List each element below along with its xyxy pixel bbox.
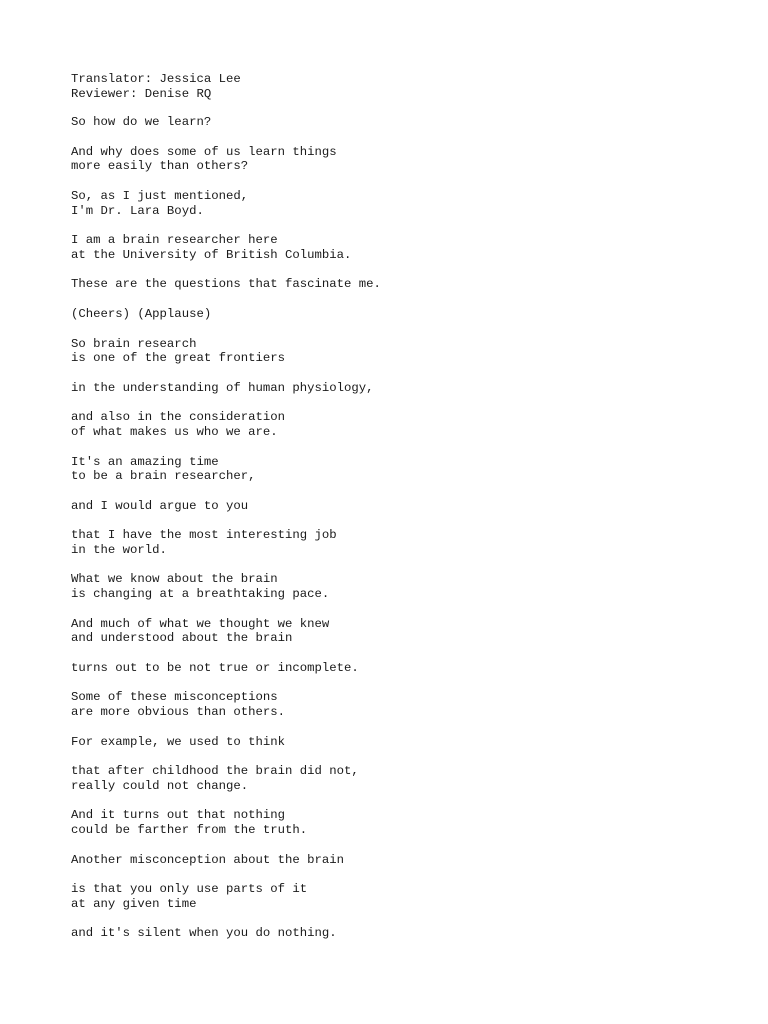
- transcript-line: And it turns out that nothing: [71, 808, 286, 823]
- transcript-paragraph: [71, 528, 731, 557]
- transcript-line: And why does some of us learn things: [71, 144, 337, 159]
- transcript-line: and it's silent when you do nothing.: [71, 926, 337, 941]
- transcript-line: in the world.: [71, 542, 167, 557]
- transcript-paragraph: [71, 661, 731, 676]
- transcript-line: of what makes us who we are.: [71, 424, 278, 439]
- transcript-line: really could not change.: [71, 778, 249, 793]
- transcript-line: that after childhood the brain did not,: [71, 764, 359, 779]
- transcript-paragraph: [71, 853, 731, 868]
- transcript-line: (Cheers) (Applause): [71, 306, 212, 321]
- transcript-paragraph: [71, 735, 731, 750]
- transcript-line: And much of what we thought we knew: [71, 616, 330, 631]
- transcript-line: What we know about the brain: [71, 572, 278, 587]
- transcript-line: are more obvious than others.: [71, 705, 286, 720]
- transcript-paragraph: [71, 145, 731, 174]
- transcript-line: and understood about the brain: [71, 631, 293, 646]
- reviewer-credit: Reviewer: Denise RQ: [71, 86, 212, 101]
- transcript-paragraph: [71, 233, 731, 262]
- transcript-paragraph: [71, 499, 731, 514]
- transcript-paragraph: [71, 307, 731, 322]
- transcript-paragraph: [71, 808, 731, 837]
- transcript-line: at the University of British Columbia.: [71, 247, 352, 262]
- transcript-line: These are the questions that fascinate me.: [71, 277, 381, 292]
- transcript-line: So, as I just mentioned,: [71, 188, 249, 203]
- transcript-paragraph: [71, 189, 731, 218]
- transcript-line: turns out to be not true or incomplete.: [71, 660, 359, 675]
- transcript-line: and I would argue to you: [71, 498, 249, 513]
- transcript-paragraph: [71, 277, 731, 292]
- transcript-line: at any given time: [71, 896, 197, 911]
- transcript-line: and also in the consideration: [71, 410, 286, 425]
- transcript-line: that I have the most interesting job: [71, 528, 337, 543]
- transcript-line: is that you only use parts of it: [71, 882, 308, 897]
- transcript-line: in the understanding of human physiology,: [71, 380, 374, 395]
- transcript-paragraph: [71, 381, 731, 396]
- transcript-line: Some of these misconceptions: [71, 690, 278, 705]
- transcript-line: Another misconception about the brain: [71, 852, 345, 867]
- transcript-line: I am a brain researcher here: [71, 233, 278, 248]
- transcript-line: So how do we learn?: [71, 115, 212, 130]
- translator-credit: Translator: Jessica Lee: [71, 72, 241, 86]
- transcript-line: more easily than others?: [71, 159, 249, 174]
- transcript-line: could be farther from the truth.: [71, 823, 308, 837]
- transcript-paragraph: [71, 572, 731, 601]
- transcript-line: I'm Dr. Lara Boyd.: [71, 203, 204, 218]
- transcript-paragraph: [71, 617, 731, 646]
- transcript-line: is changing at a breathtaking pace.: [71, 587, 330, 602]
- transcript-paragraph: [71, 690, 731, 719]
- transcript-line: to be a brain researcher,: [71, 469, 256, 484]
- credits-block: [71, 72, 731, 101]
- transcript-paragraph: [71, 455, 731, 484]
- transcript-paragraph: [71, 115, 731, 130]
- transcript-line: is one of the great frontiers: [71, 351, 286, 366]
- transcript-line: For example, we used to think: [71, 734, 286, 749]
- transcript-paragraph: [71, 337, 731, 366]
- transcript-paragraph: [71, 882, 731, 911]
- transcript-paragraph: [71, 764, 731, 793]
- transcript-line: It's an amazing time: [71, 454, 219, 469]
- transcript-line: So brain research: [71, 336, 197, 351]
- transcript-paragraph: [71, 926, 731, 941]
- transcript-body: [71, 72, 731, 956]
- transcript-paragraph: [71, 410, 731, 439]
